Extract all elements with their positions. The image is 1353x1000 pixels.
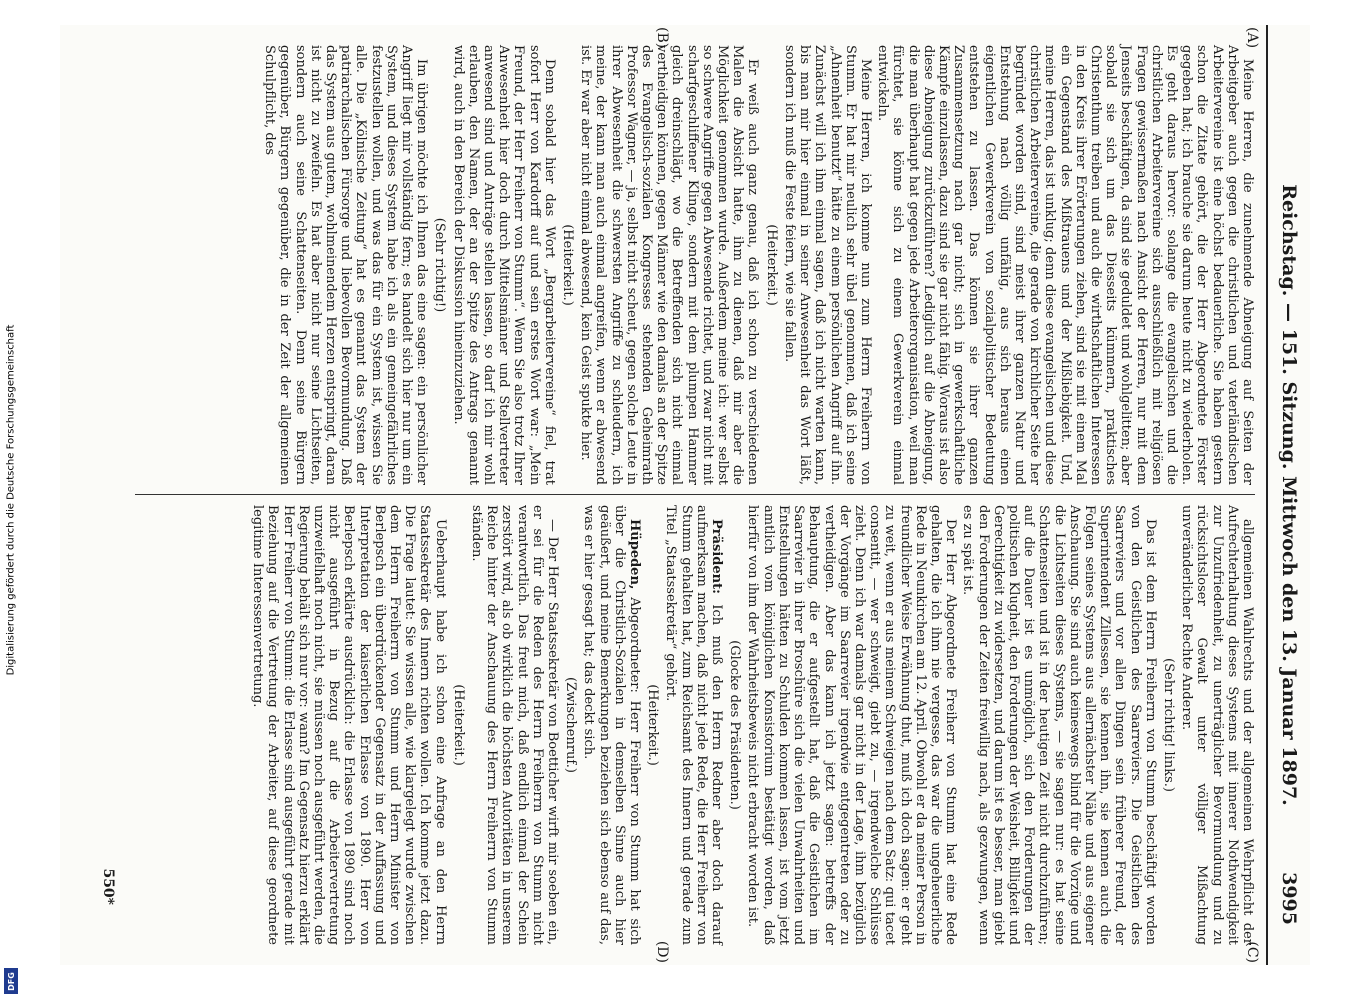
stage-direction: (Heiterkeit.)	[645, 684, 661, 766]
dfg-logo: DFG	[4, 968, 18, 994]
paragraph	[663, 505, 724, 945]
stage-direction: (Heiterkeit.)	[560, 224, 576, 306]
stage-direction: (Sehr richtig! links.)	[1160, 658, 1176, 792]
paragraph: — Der Herr Staatssekretär von Boetticher wirft mir soeben ein, er sei für die Reden des Herrn Freiherrn von Stumm nicht verantwortlich. Das freut mich, daß endlich einmal der Schein zerstört wird, als ob wirklich die höchsten Autoritäten in unserem Reiche hinter der Anschauung des Herrn Freiherrn von Stumm ständen.	[469, 505, 561, 945]
paragraph: Der Herr Abgeordnete Freiherr von Stumm hat eine Rede gehalten, die ich ihm nie vergesse, das war die ungeheuerliche Rede in Neunkirchen am 12. April. Obwohl er da meiner Person in freundlicher Weise Erwähnung thut, muß ich doch sagen: er geht zu weit, wenn er aus meinem Schweigen nach dem Satz: qui tacet consentit, — wer schweigt, giebt zu, — irgendwelche Schlüsse zieht. Denn ich war damals gar nicht in der Lage, ihm bezüglich der Vorgänge im Saarrevier irgendwie entgegentreten oder zu vertheidigen. Aber das kann ich jetzt sagen: betreffs der Behauptung, die er aufgestellt hat, daß die Geistlichen im Saarrevier in ihrer Broschüre sich die vielen Unwahrheiten und Entstellungen hätten zu Schulden kommen lassen, ist vom jetzt amtlich vom königlichen Konsistorium bestätigt worden, daß hierfür von ihm der Wahrheitsbeweis nicht erbracht worden ist.	[745, 505, 959, 945]
document-page	[60, 25, 1310, 965]
paragraph-text: Abgeordneter: Herr Freiherr von Stumm hat sich über die Christlich-Sozialen in demselben Sinne auch hier geäußert, und meine Bemerkungen beziehen sich ebenso auf das, was er hier gesagt hat; das deckt sich.	[581, 505, 643, 945]
stage-direction: (Heiterkeit.)	[763, 224, 779, 306]
margin-marker-b: (B)	[654, 27, 670, 49]
stage-direction: (Sehr richtig!)	[432, 217, 448, 313]
paragraph: Meine Herren, ich komme nun zum Herrn Freiherrn von Stumm. Er hat mir neulich sehr übel genommen, daß ich seine „Ahnenheit benutzt“ hätte zu einem persönlichen Angriff auf ihn. Zunächst will ich ihm einmal sagen, daß ich nicht warten kann, bis man mir hier einmal in seiner Anwesenheit das Wort läßt, sondern ich muß die Feste feiern, wie sie fallen.	[781, 45, 873, 485]
scan-area	[60, 20, 1310, 970]
paragraph: Im übrigen möchte ich Ihnen das eine sagen: ein persönlicher Angriff liegt mir vollständig fern; es handelt sich hier nur um ein System, und dieses System habe ich als ein gemeingefährliches festzustellen wollen, und was das für ein System ist, wissen Sie alle. Die „Kölnische Zeitung“ hat es genannt das System der patriarchalischen Fürsorge und liebevollen Bevormundung. Daß das System aus gutem, wohlmeinendem Herzen entspringt, daran ist nicht zu zweifeln. Es hat aber nicht nur seine Lichtseiten, sondern auch seine Schattenseiten. Denn seine Bürgern gegenüber, Bürgern gegenüber, die in der Zeit der allgemeinen Schulpflicht, des	[262, 45, 430, 485]
paragraph: Denn sobald hier das Wort „Bergarbeitervereine“ fiel, trat sofort Herr von Kardorff auf und sein erstes Wort war: „Mein Freund, der Herr Freiherr von Stumm“. Wenn Sie also trotz Ihrer Anwesenheit hier doch durch Mittelsmänner und Stellvertreter anwesend sind und Anträge stellen lassen, so darf ich mir wohl erlauben, den Namen, der an der Spitze des Antrags genannt wird, auch in den Bereich der Diskussion hineinzuziehen.	[450, 45, 557, 485]
margin-marker-c: (C)	[1244, 941, 1260, 963]
paragraph: Er weiß auch ganz genau, daß ich schon zu verschiedenen Malen die Absicht hatte, ihm zu dienen, daß mir aber die Möglichkeit genommen wurde. Außerdem meine ich: wer selbst so schwere Angriffe gegen Abwesende richtet, und zwar nicht mit scharfgeschliffener Klinge, sondern mit dem plumpen Hammer gleich dreinschlägt, wo die Betreffenden sich nicht einmal vertheidigen können, gegen Männer wie den damals an der Spitze des Evangelisch-sozialen Kongresses stehenden Geheimrath Professor Wagner, — ja, selbst nicht scheut, gegen solche Leute in ihrer Abwesenheit die schwersten Angriffe zu schleudern, ich meine, der kann man auch einmal angreifen, wenn er abwesend ist. Er war aber nicht einmal abwesend, kein Geist spukte hier.	[578, 45, 761, 485]
digitization-strip	[0, 0, 22, 1000]
stage-direction: (Heiterkeit.)	[450, 684, 466, 766]
header-title: Reichstag. — 151. Sitzung. Mittwoch den 13. Januar 1897.	[1278, 184, 1300, 806]
paragraph: Das ist dem Herrn Freiherrn von Stumm beschäftigt worden von den Geistlichen des Saarreviers. Die Geistlichen des Saarreviers und vor allen Dingen sein früherer Freund, der Superintendent Zillessen, sie kennen ihn, sie kennen auch die Folgen seines Systems aus allernächster Nähe und aus eigener Anschauung. Sie sind auch keineswegs blind für die Vorzüge und die Lichtseiten dieses Systems, — sie sagen nur: es hat seine Schattenseiten und ist in der heutigen Zeit nicht durchzuführen; auf die Dauer ist es unmöglich, sich den Forderungen der politischen Klugheit, den Forderungen der Weisheit, Billigkeit und Gerechtigkeit zu widersetzen, und darum ist es besser, man giebt den Forderungen der Zeiten freiwillig nach, als gezwungen, wenn es zu spät ist.	[960, 505, 1158, 945]
stage-direction: (Glocke des Präsidenten.)	[727, 640, 743, 810]
digitization-credit: Digitalisierung gefördert durch die Deutsche Forschungsgemeinschaft	[5, 324, 17, 676]
paragraph: Meine Herren, die zunehmende Abneigung auf Seiten der Arbeitgeber auch gegen die christlichen und vaterländischen Arbeitervereine ist eine höchst bedauerliche. Sie haben gestern schon die Zitate gehört, die der Herr Abgeordnete Förster gegeben hat; ich brauche sie darum heute nicht zu wiederholen. Es geht daraus hervor: solange die evangelischen und die christlichen Arbeitervereine sich ausschließlich mit religiösen Fragen gewissermaßen nach Ansicht der Herren, nur mit dem Jenseits beschäftigen, da sind sie geduldet und wohlgelitten; aber sobald sie sich um das Diesseits kümmern, praktisches Christenthum treiben und auch die wirthschaftlichen Interessen in den Kreis ihrer Erörterungen ziehen, sind sie mit einem Mal ein Gegenstand des Mißtrauens und der Mißliebigkeit. Und, meine Herren, das ist unklug; denn diese evangelischen und diese christlichen Arbeitervereine, die gerade von kirchlicher Seite her begründet worden sind, sind meist ihrer ganzen Natur und Entstehung nach völlig unfähig, aus sich heraus einen eigentlichen Gewerkverein von sozialpolitischer Bedeutung entstehen zu lassen. Das können sie ihrer ganzen Zusammensetzung nach gar nicht; sich in gewerkschaftliche Kämpfe einzulassen, dazu sind sie gar nicht fähig. Woraus ist also diese Abneigung zurückzuführen? Lediglich auf die Abneigung, die man überhaupt hat gegen jede Arbeiterorganisation, weil man fürchtet, sie könne sich zu einem Gewerkverein einmal entwickeln.	[875, 45, 1255, 485]
speaker-name: Präsident:	[709, 519, 725, 594]
paragraph: Ueberhaupt habe ich schon eine Anfrage an den Herrn Staatssekretär des Innern richten wollen. Ich komme jetzt dazu. Die Frage lautet: Sie wissen alle, wie klargelegt wurde zwischen dem Herrn Freiherrn von Stumm und Herrn Minister von Berlepsch ein überdrückender Gegensatz in der Auffassung und Interpretation der kaiserlichen Erlasse von 1890. Herr von Berlepsch erklärte ausdrücklich: die Erlasse von 1890 sind noch nicht ausgeführt in Bezug auf die Arbeitervertretung unzweifelhaft noch nicht, sie müssen noch ausgeführt werden, die Regierung behält sich nur vor: wann? Im Gegensatz hierzu erklärt Herr Freiherr von Stumm: die Erlasse sind ausgeführt gerade mit Beziehung auf die Vertretung der Arbeiter, auf diese geordnete legitime Interessenvertretung.	[250, 505, 448, 945]
left-text-column	[260, 45, 1255, 485]
right-text-column	[248, 505, 1255, 945]
page-number: 3995	[1278, 872, 1300, 925]
signature-mark: 550*	[100, 868, 116, 905]
margin-marker-a: (A)	[1244, 27, 1260, 49]
stage-direction: (Zwischenruf.)	[563, 677, 579, 773]
speaker-name: Hüpeden,	[627, 519, 643, 590]
paragraph: allgemeinen Wahlrechts und der allgemeinen Wehrpflicht der Aufrechterhaltung dieses Systems mit innerer Nothwendigkeit zur Unzufriedenheit, zu unerträglicher Bevormundung und zu rücksichtsloser Gewalt unter völliger Mißachtung unveränderlicher Rechte Anderer.	[1179, 505, 1255, 945]
column-divider	[135, 494, 1255, 495]
margin-marker-d: (D)	[654, 940, 670, 963]
paragraph	[581, 505, 642, 945]
paragraph-text: Ich muß den Herrn Redner aber doch darauf aufmerksam machen, daß nicht jede Rede, die Herr Freiherr von Stumm gehalten hat, zum Reichsamt des Innern und gerade zum Titel „Staatssekretär“ gehört.	[663, 505, 725, 945]
page-header	[1266, 25, 1310, 965]
